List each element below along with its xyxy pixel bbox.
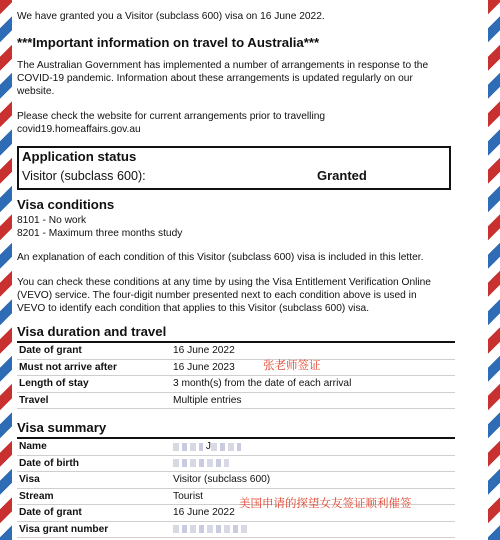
application-status-title: Application status [22, 149, 137, 164]
row-label: Name [17, 439, 171, 455]
table-row [17, 439, 455, 455]
row-value: Tourist [171, 488, 455, 505]
table-row [17, 392, 455, 409]
watermark-caption: 美国申请的探望女友签证顺利催签 [239, 496, 412, 510]
name-visible-fragment: J [205, 441, 211, 453]
row-value: 16 June 2023 [171, 359, 455, 376]
row-label: Length of stay [17, 376, 171, 393]
application-status-visa: Visitor (subclass 600): [22, 169, 146, 183]
row-label: Date of birth [17, 455, 171, 472]
summary-title: Visa summary [17, 420, 107, 435]
airmail-border-right [488, 0, 500, 540]
watermark-teacher: 张老师签证 [263, 358, 321, 372]
row-value [171, 439, 455, 455]
table-row [17, 472, 455, 489]
redacted-block [173, 443, 203, 451]
application-status-value: Granted [317, 168, 367, 183]
table-row [17, 376, 455, 393]
redacted-block [173, 525, 247, 533]
redacted-block [173, 459, 229, 467]
conditions-explanation: An explanation of each condition of this Visitor (subclass 600) visa is included in this letter. [17, 252, 424, 263]
duration-title: Visa duration and travel [17, 324, 167, 339]
row-value: Multiple entries [171, 392, 455, 409]
redacted-block [211, 443, 241, 451]
row-value: Visitor (subclass 600) [171, 472, 455, 489]
row-label: Stream [17, 488, 171, 505]
application-status-box [17, 146, 451, 190]
intro-text: We have granted you a Visitor (subclass 600) visa on 16 June 2022. [17, 11, 325, 22]
website-link[interactable]: covid19.homeaffairs.gov.au [17, 124, 141, 135]
summary-table [17, 439, 455, 538]
table-row [17, 455, 455, 472]
table-row [17, 521, 455, 538]
condition-item: 8201 - Maximum three months study [17, 228, 183, 239]
row-label: Visa grant number [17, 521, 171, 538]
visa-conditions-title: Visa conditions [17, 197, 115, 212]
important-heading: ***Important information on travel to Australia*** [17, 35, 320, 50]
table-row [17, 343, 455, 359]
row-value: 16 June 2022 [171, 505, 455, 522]
vevo-paragraph: You can check these conditions at any time by using the Visa Entitlement Verification Online (VEVO) service. The four-digit number presented next to each condition above is used in VEVO to identify each condition that applies to this Visitor (subclass 600) visa. [17, 277, 431, 314]
row-value [171, 521, 455, 538]
table-row [17, 359, 455, 376]
row-label: Must not arrive after [17, 359, 171, 376]
row-label: Date of grant [17, 505, 171, 522]
row-label: Date of grant [17, 343, 171, 359]
check-paragraph: Please check the website for current arrangements prior to travelling [17, 111, 326, 122]
condition-item: 8101 - No work [17, 215, 87, 226]
row-label: Travel [17, 392, 171, 409]
row-value: 16 June 2022 [171, 343, 455, 359]
row-value: 3 month(s) from the date of each arrival [171, 376, 455, 393]
covid-paragraph: The Australian Government has implemented a number of arrangements in response to the COVID-19 pandemic. Information about these arrangements is updated regularly on our website. [17, 60, 429, 97]
row-label: Visa [17, 472, 171, 489]
duration-table [17, 343, 455, 409]
row-value [171, 455, 455, 472]
airmail-border-left [0, 0, 12, 540]
